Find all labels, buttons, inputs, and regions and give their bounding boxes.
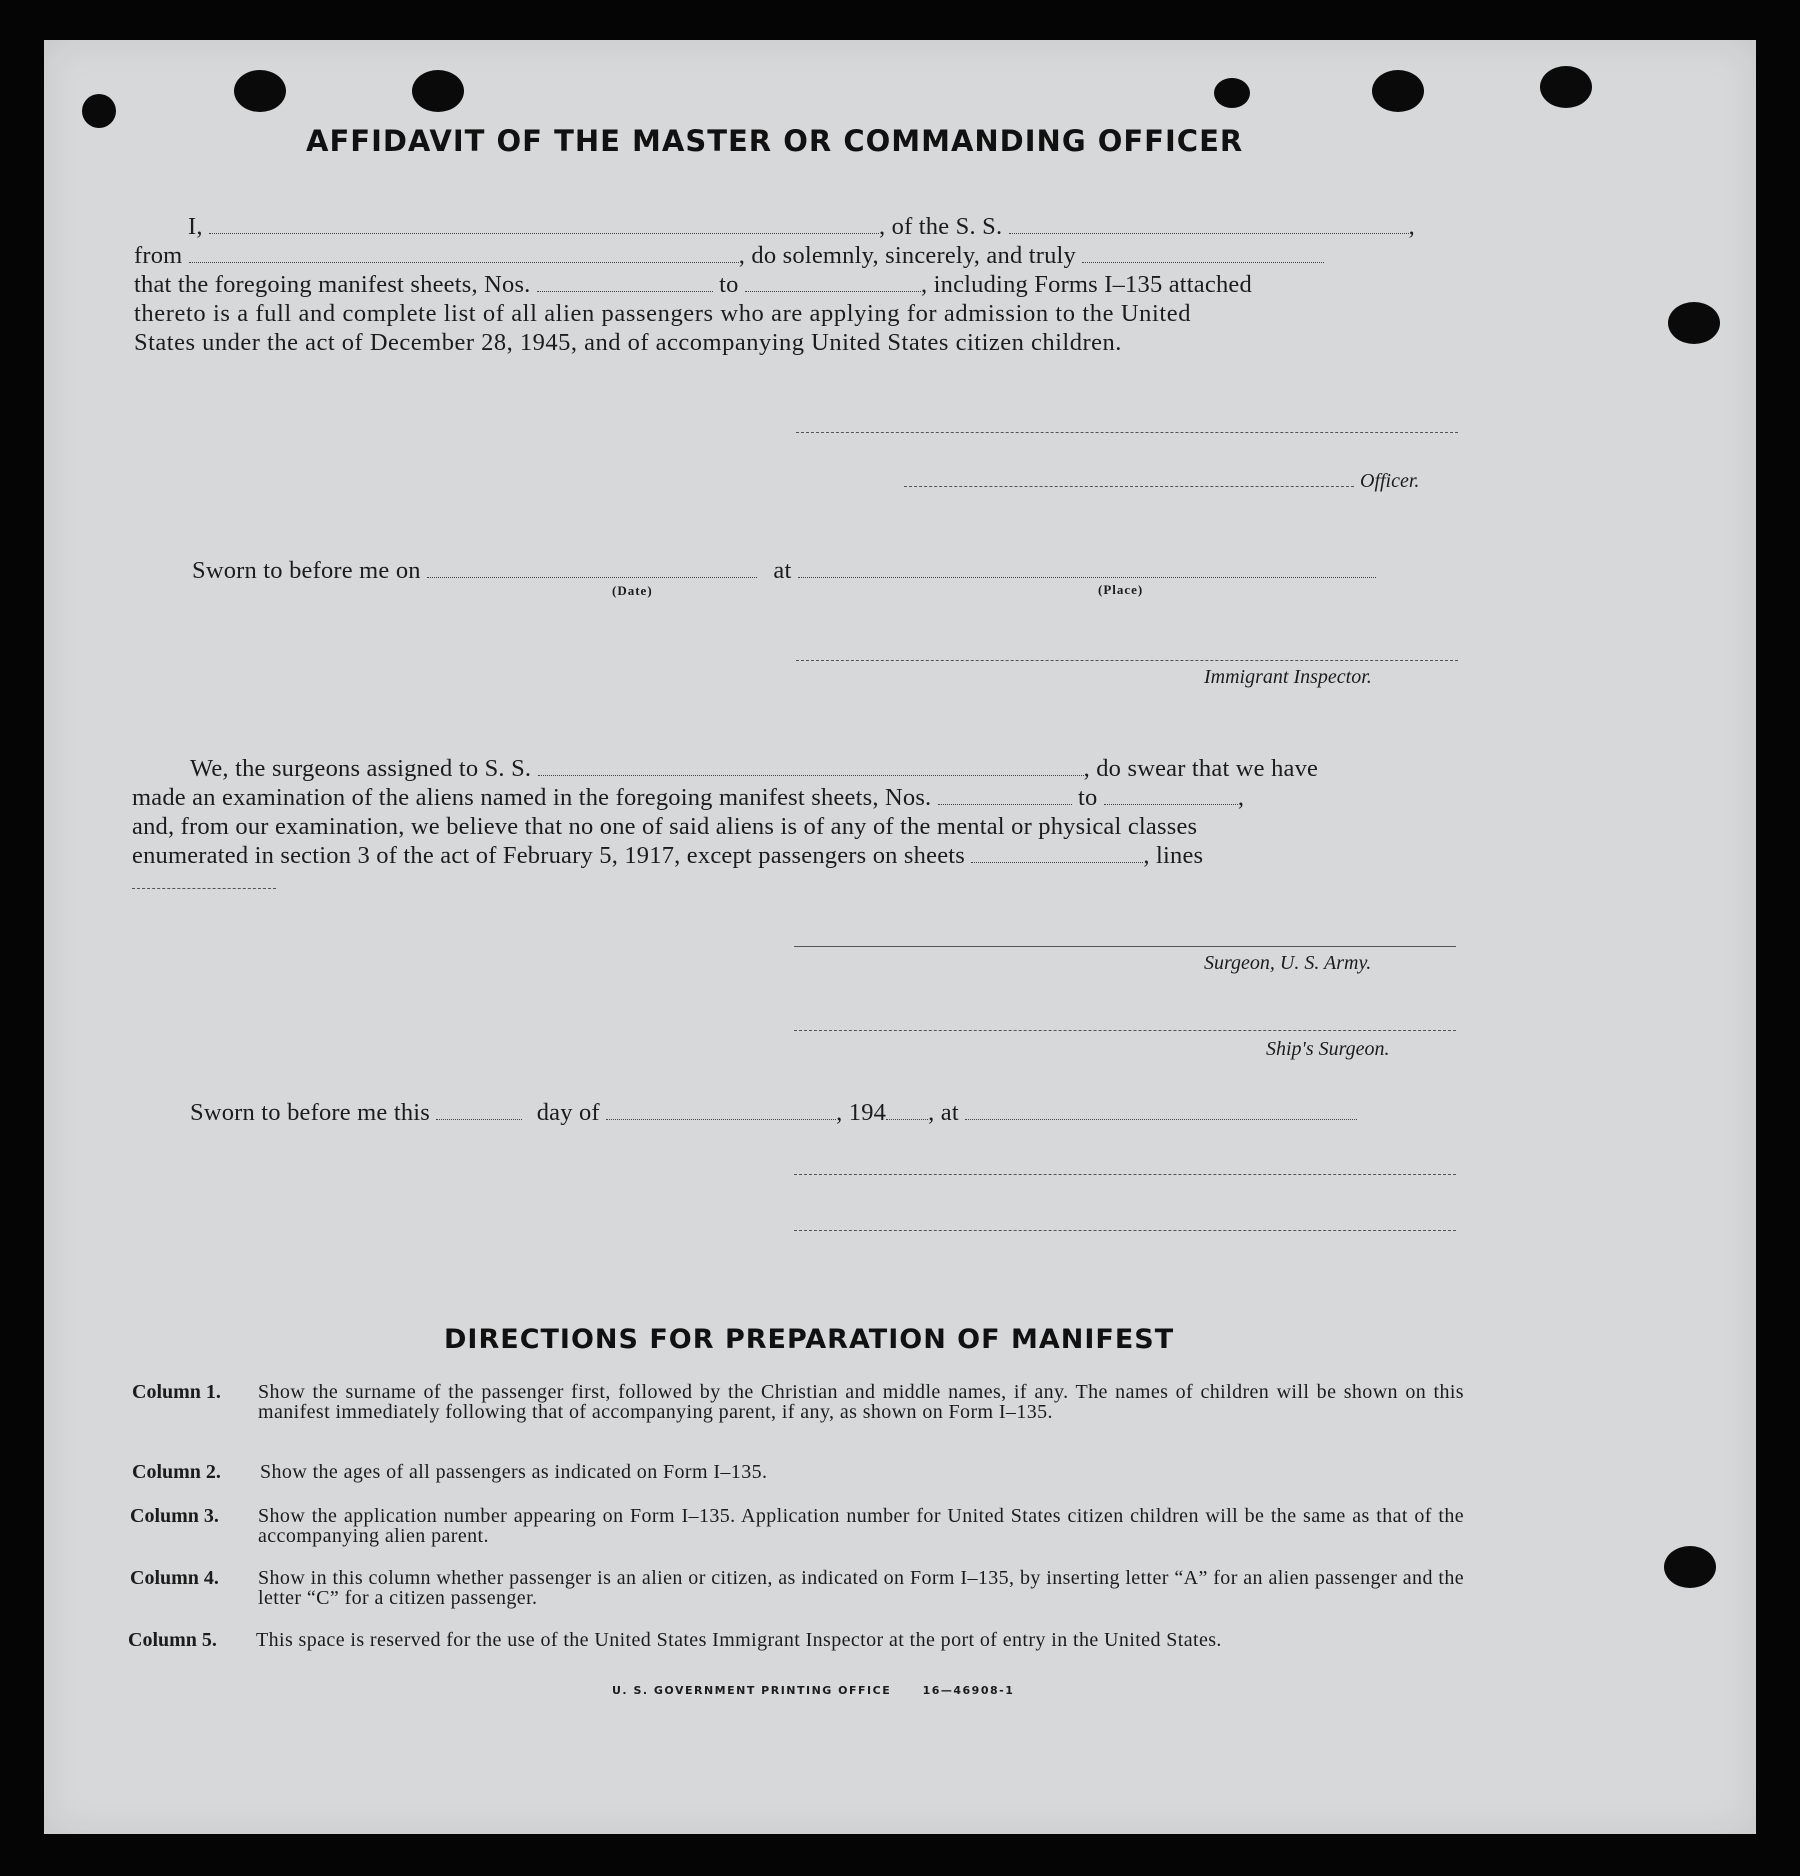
- direction-label: Column 3.: [130, 1505, 219, 1527]
- signature-line-extra-2[interactable]: [794, 1230, 1456, 1231]
- except-lines-field[interactable]: [132, 888, 276, 889]
- army-surgeon-label: Surgeon, U. S. Army.: [1204, 952, 1372, 974]
- direction-item: [130, 1506, 1464, 1546]
- year-label: , 194: [836, 1099, 887, 1126]
- from-label: from: [134, 242, 183, 269]
- punch-hole: [412, 70, 464, 112]
- sworn-statement-2: [190, 1098, 1357, 1127]
- direction-label: Column 4.: [130, 1567, 219, 1589]
- direction-text: This space is reserved for the use of the United States Immigrant Inspector at the port of entry in the United States.: [256, 1629, 1222, 1651]
- officer-signature-line[interactable]: [796, 432, 1458, 433]
- direction-label: Column 1.: [132, 1381, 221, 1403]
- officer-name-line[interactable]: [904, 486, 1354, 487]
- sworn-place-field[interactable]: [798, 559, 1376, 578]
- sworn-date-field[interactable]: [427, 559, 757, 578]
- officer-label: Officer.: [1360, 470, 1420, 492]
- printer-imprint: [612, 1684, 1014, 1697]
- inspector-label: Immigrant Inspector.: [1204, 666, 1372, 688]
- to-label: to: [1078, 784, 1098, 811]
- forms-text: , including Forms I–135 attached: [920, 271, 1252, 298]
- date-caption: (Date): [612, 583, 653, 598]
- punch-hole: [1540, 66, 1592, 108]
- master-name-field[interactable]: [209, 215, 879, 234]
- sworn-this-label: Sworn to before me this: [190, 1099, 431, 1126]
- direction-text: Show in this column whether passenger is an alien or citizen, as indicated on Form I–135, by inserting letter “A” for an alien passenger and the letter “C” for a citizen passenger.: [258, 1567, 1464, 1609]
- surgeons-line-2: [132, 783, 1244, 812]
- comma: ,: [1408, 213, 1415, 240]
- punch-hole: [1214, 78, 1250, 108]
- affidavit-line-5: States under the act of December 28, 1945, and of accompanying United States citizen children.: [134, 329, 1122, 356]
- signature-line-extra-1[interactable]: [794, 1174, 1456, 1175]
- affidavit-i: I,: [188, 213, 203, 240]
- surgeon-ship-field[interactable]: [538, 757, 1084, 776]
- direction-text: Show the application number appearing on Form I–135. Application number for United States citizen children will be the same as that of the accompanying alien parent.: [258, 1505, 1464, 1547]
- at-label: , at: [928, 1099, 959, 1126]
- to-label: to: [719, 271, 739, 298]
- punch-hole: [82, 94, 116, 128]
- port-from-field[interactable]: [189, 244, 739, 263]
- affidavit-ss: , of the S. S.: [879, 213, 1003, 240]
- printer-name: U. S. GOVERNMENT PRINTING OFFICE: [612, 1684, 892, 1697]
- examination-text: made an examination of the aliens named in the foregoing manifest sheets, Nos.: [132, 784, 932, 811]
- sheet-from-field[interactable]: [537, 273, 713, 292]
- solemnly-text: , do solemnly, sincerely, and truly: [738, 242, 1076, 269]
- swear-field[interactable]: [1082, 244, 1324, 263]
- direction-label: Column 5.: [128, 1629, 217, 1651]
- army-surgeon-signature-line[interactable]: [794, 946, 1456, 947]
- directions-title: DIRECTIONS FOR PREPARATION OF MANIFEST: [444, 1324, 1175, 1355]
- comma: ,: [1237, 784, 1245, 811]
- page-title: AFFIDAVIT OF THE MASTER OR COMMANDING OFFICER: [306, 124, 1244, 158]
- ship-name-field[interactable]: [1009, 215, 1409, 234]
- lines-label: , lines: [1143, 842, 1204, 869]
- punch-hole: [234, 70, 286, 112]
- direction-item: [132, 1462, 1466, 1482]
- direction-item: [128, 1630, 1462, 1670]
- direction-text: Show the surname of the passenger first, followed by the Christian and middle names, if any. The names of children will be shown on this manifest immediately following that of accompanying parent, if any, as shown on Form I–135.: [258, 1381, 1464, 1423]
- direction-item: [132, 1382, 1466, 1442]
- sworn-statement-1: [192, 556, 1376, 585]
- direction-label: Column 2.: [132, 1461, 221, 1483]
- direction-item: [130, 1568, 1464, 1608]
- sworn-label: Sworn to before me on: [192, 557, 421, 584]
- sheet-to-field[interactable]: [745, 273, 921, 292]
- day-of-label: day of: [536, 1099, 600, 1126]
- inspector-signature-line[interactable]: [796, 660, 1458, 661]
- affidavit-line-2: [134, 241, 1324, 270]
- surgeons-line-3: and, from our examination, we believe that no one of said aliens is of any of the mental or physical classes: [132, 813, 1198, 840]
- affidavit-line-1: [188, 212, 1415, 241]
- ship-surgeon-label: Ship's Surgeon.: [1266, 1038, 1390, 1060]
- sworn-year-field[interactable]: [886, 1101, 928, 1120]
- form-code: 16—46908-1: [922, 1684, 1015, 1697]
- surgeons-intro: We, the surgeons assigned to S. S.: [190, 755, 532, 782]
- except-text: enumerated in section 3 of the act of February 5, 1917, except passengers on sheets: [132, 842, 966, 869]
- swear-text: , do swear that we have: [1083, 755, 1319, 782]
- punch-hole: [1668, 302, 1720, 344]
- at-label: at: [773, 557, 792, 584]
- sworn-place2-field[interactable]: [965, 1101, 1357, 1120]
- direction-text: Show the ages of all passengers as indicated on Form I–135.: [260, 1461, 768, 1483]
- surgeons-line-1: [190, 754, 1318, 783]
- exam-sheet-to-field[interactable]: [1104, 786, 1238, 805]
- except-sheets-field[interactable]: [971, 844, 1143, 863]
- ship-surgeon-signature-line[interactable]: [794, 1030, 1456, 1031]
- exam-sheet-from-field[interactable]: [938, 786, 1072, 805]
- affidavit-line-4: thereto is a full and complete list of all alien passengers who are applying for admission to the United: [134, 300, 1192, 327]
- sworn-month-field[interactable]: [606, 1101, 836, 1120]
- manifest-nos-label: that the foregoing manifest sheets, Nos.: [134, 271, 531, 298]
- punch-hole: [1664, 1546, 1716, 1588]
- affidavit-line-3: [134, 270, 1252, 299]
- document-page: [44, 40, 1756, 1834]
- punch-hole: [1372, 70, 1424, 112]
- place-caption: (Place): [1098, 582, 1144, 597]
- sworn-day-field[interactable]: [436, 1101, 522, 1120]
- surgeons-line-4: [132, 841, 1203, 870]
